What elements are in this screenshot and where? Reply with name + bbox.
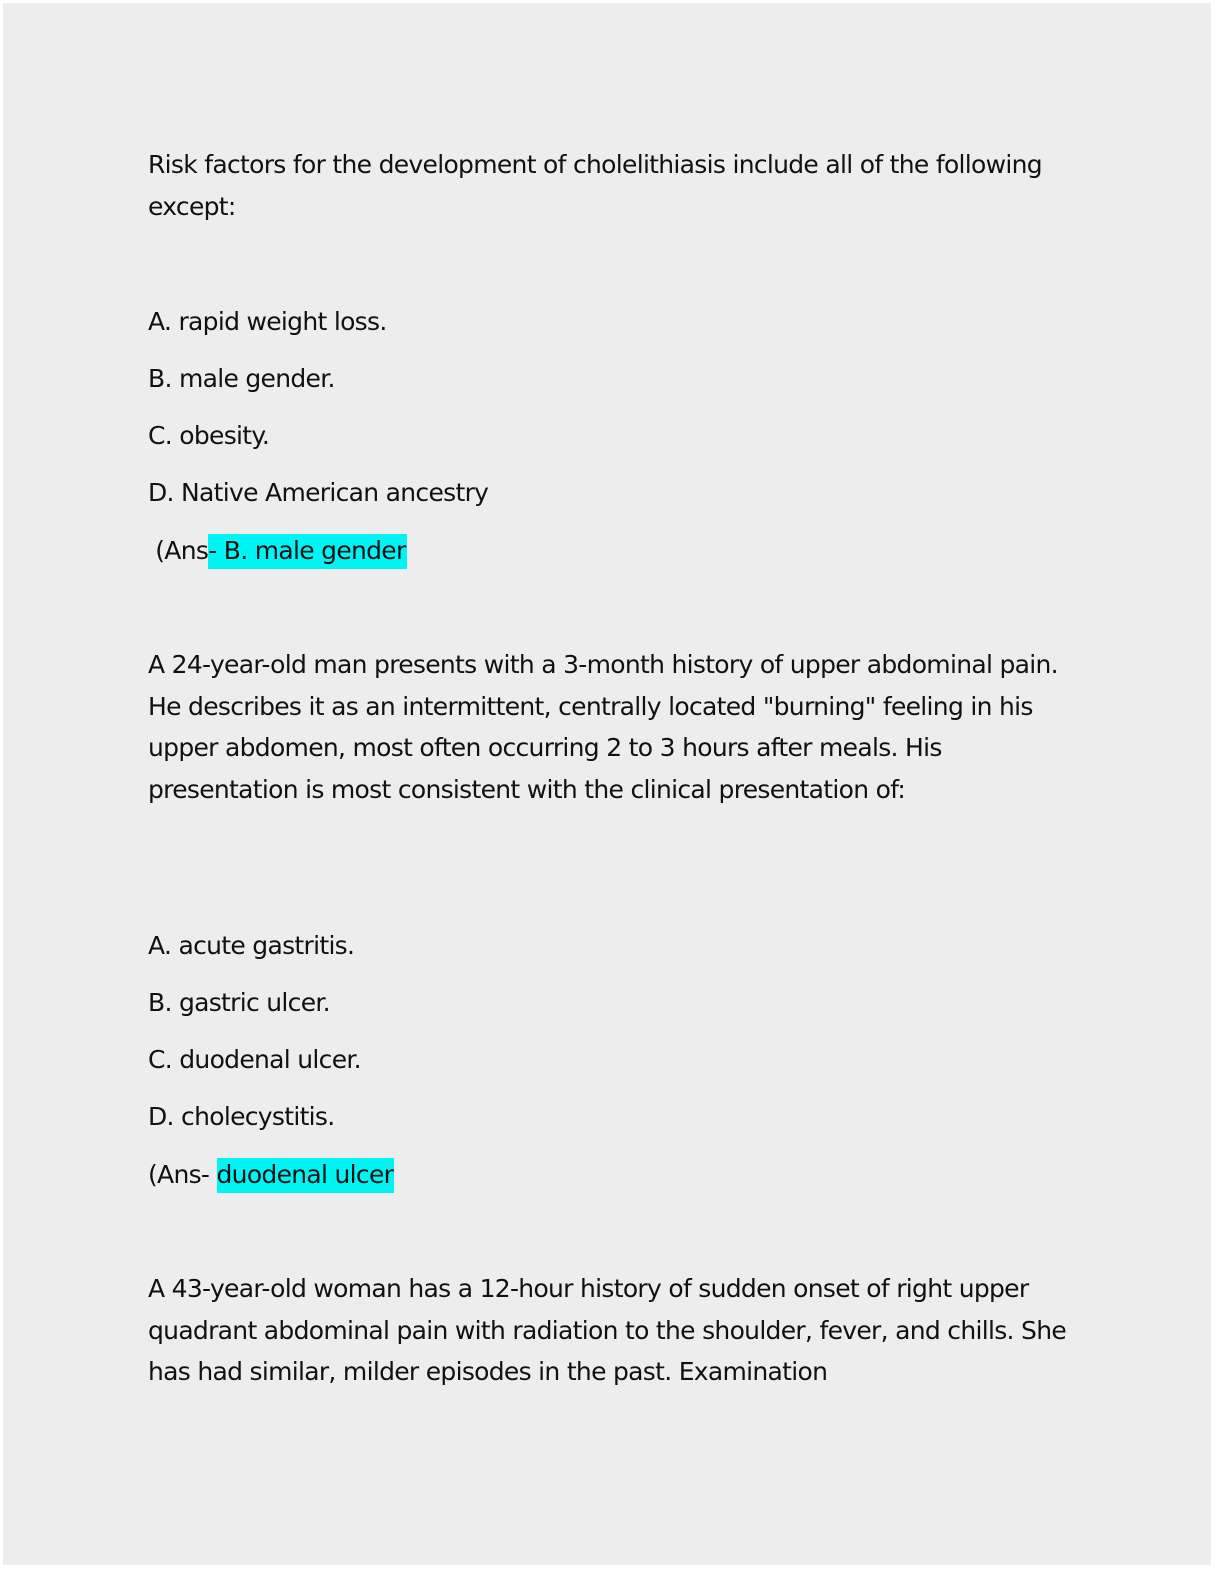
answer-highlight: duodenal ulcer xyxy=(217,1158,395,1193)
question-3-stem: A 43-year-old woman has a 12-hour history of sudden onset of right upper quadrant abdominal pain with radiation to the shoulder, fever, and chills. She has had similar, milder episodes in the past. Examination xyxy=(148,1274,1067,1386)
document-page xyxy=(3,3,1211,1565)
question-2-option-a: A. acute gastritis. xyxy=(148,931,355,960)
answer-highlight: - B. male gender xyxy=(208,534,406,569)
question-1-option-b: B. male gender. xyxy=(148,364,335,393)
question-2-answer xyxy=(148,1160,394,1190)
question-2-option-d: D. cholecystitis. xyxy=(148,1102,335,1131)
question-2-stem: A 24-year-old man presents with a 3-month history of upper abdominal pain. He describes it as an intermittent, centrally located "burning" feeling in his upper abdomen, most often occurring 2 to 3 hours after meals. His presentation is most consistent with the clinical presentation of: xyxy=(148,650,1058,804)
question-2-option-c: C. duodenal ulcer. xyxy=(148,1045,361,1074)
question-1-stem: Risk factors for the development of cholelithiasis include all of the following except: xyxy=(148,150,1042,221)
question-1-option-d: D. Native American ancestry xyxy=(148,478,489,507)
answer-prefix: (Ans xyxy=(148,536,209,565)
question-1-option-a: A. rapid weight loss. xyxy=(148,307,387,336)
answer-prefix: (Ans- xyxy=(148,1160,217,1189)
question-2-option-b: B. gastric ulcer. xyxy=(148,988,330,1017)
question-1-option-c: C. obesity. xyxy=(148,421,270,450)
question-1-answer xyxy=(148,536,407,566)
